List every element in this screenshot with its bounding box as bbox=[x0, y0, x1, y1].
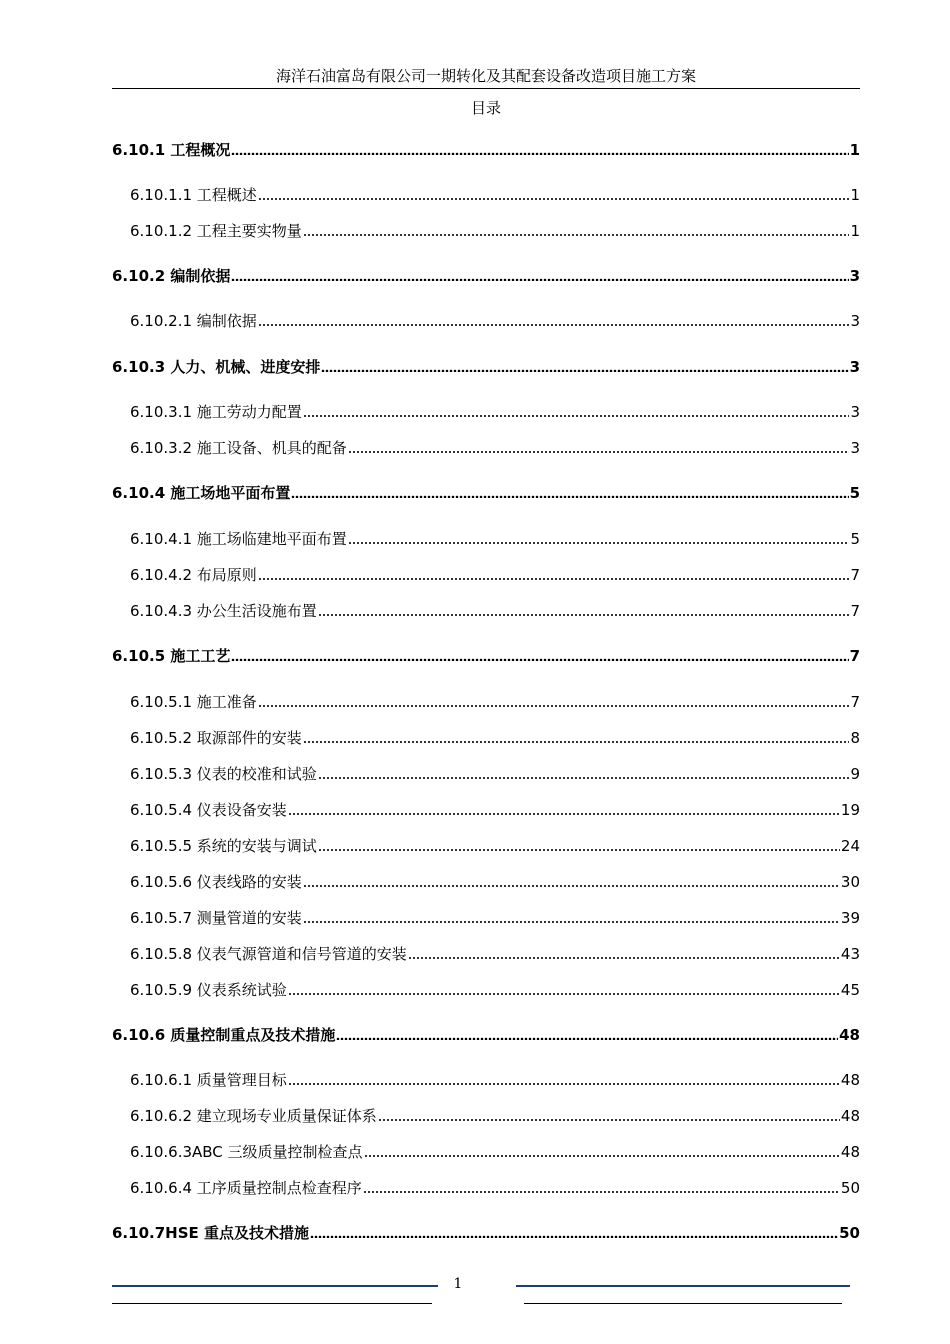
toc-entry-section[interactable] bbox=[112, 482, 860, 504]
toc-dot-leader bbox=[303, 729, 850, 743]
toc-dot-leader bbox=[258, 693, 850, 707]
toc-entry-label: 6.10.5.3 仪表的校准和试验 bbox=[130, 765, 317, 783]
toc-entry-label: 6.10.3.2 施工设备、机具的配备 bbox=[130, 439, 347, 457]
toc-entry-subsection[interactable] bbox=[112, 310, 860, 332]
toc-dot-leader bbox=[378, 1107, 840, 1121]
toc-entry-label: 6.10.2.1 编制依据 bbox=[130, 312, 257, 330]
toc-dot-leader bbox=[363, 1179, 840, 1193]
toc-entry-label: 6.10.5.6 仪表线路的安装 bbox=[130, 873, 302, 891]
toc-entry-subsection[interactable] bbox=[112, 528, 860, 550]
toc-entry-page-number: 9 bbox=[850, 765, 860, 783]
toc-entry-subsection[interactable] bbox=[112, 184, 860, 206]
toc-entry-label: 6.10.5 施工工艺 bbox=[112, 647, 231, 665]
toc-entry-subsection[interactable] bbox=[112, 564, 860, 586]
toc-entry-label: 6.10.3.1 施工劳动力配置 bbox=[130, 403, 302, 421]
toc-entry-label: 6.10.4.3 办公生活设施布置 bbox=[130, 602, 317, 620]
toc-entry-section[interactable] bbox=[112, 139, 860, 161]
toc-dot-leader bbox=[321, 358, 848, 372]
toc-dot-leader bbox=[288, 1071, 840, 1085]
toc-entry-page-number: 8 bbox=[850, 729, 860, 747]
toc-entry-page-number: 45 bbox=[840, 981, 860, 999]
toc-entry-label: 6.10.6.2 建立现场专业质量保证体系 bbox=[130, 1107, 377, 1125]
toc-entry-page-number: 1 bbox=[849, 141, 860, 159]
toc-entry-page-number: 7 bbox=[849, 647, 860, 665]
toc-entry-subsection[interactable] bbox=[112, 799, 860, 821]
footer-rule-right-bottom bbox=[524, 1303, 842, 1304]
toc-entry-page-number: 5 bbox=[849, 484, 860, 502]
toc-entry-label: 6.10.1.2 工程主要实物量 bbox=[130, 222, 302, 240]
toc-entry-page-number: 3 bbox=[850, 403, 860, 421]
toc-dot-leader bbox=[336, 1026, 838, 1040]
toc-entry-label: 6.10.5.2 取源部件的安装 bbox=[130, 729, 302, 747]
toc-entry-subsection[interactable] bbox=[112, 401, 860, 423]
toc-dot-leader bbox=[288, 801, 840, 815]
toc-entry-page-number: 7 bbox=[850, 693, 860, 711]
toc-entry-label: 6.10.5.7 测量管道的安装 bbox=[130, 909, 302, 927]
toc-entry-page-number: 24 bbox=[840, 837, 860, 855]
toc-dot-leader bbox=[310, 1224, 838, 1238]
toc-entry-label: 6.10.5.1 施工准备 bbox=[130, 693, 257, 711]
toc-entry-page-number: 3 bbox=[849, 267, 860, 285]
toc-entry-page-number: 1 bbox=[850, 222, 860, 240]
footer-rule-right-top bbox=[516, 1285, 850, 1287]
toc-entry-page-number: 7 bbox=[850, 566, 860, 584]
toc-entry-label: 6.10.6.3ABC 三级质量控制检查点 bbox=[130, 1143, 363, 1161]
toc-entry-section[interactable] bbox=[112, 1024, 860, 1046]
toc-entry-section[interactable] bbox=[112, 1222, 860, 1244]
toc-dot-leader bbox=[258, 566, 850, 580]
toc-entry-page-number: 43 bbox=[840, 945, 860, 963]
toc-entry-subsection[interactable] bbox=[112, 835, 860, 857]
toc-entry-subsection[interactable] bbox=[112, 1141, 860, 1163]
toc-entry-page-number: 30 bbox=[840, 873, 860, 891]
toc-dot-leader bbox=[291, 484, 848, 498]
toc-entry-subsection[interactable] bbox=[112, 943, 860, 965]
toc-entry-label: 6.10.4.1 施工场临建地平面布置 bbox=[130, 530, 347, 548]
toc-entry-subsection[interactable] bbox=[112, 979, 860, 1001]
toc-dot-leader bbox=[288, 981, 840, 995]
document-header-title: 海洋石油富岛有限公司一期转化及其配套设备改造项目施工方案 bbox=[275, 67, 696, 85]
header-divider bbox=[112, 88, 860, 89]
toc-dot-leader bbox=[408, 945, 840, 959]
toc-entry-page-number: 19 bbox=[840, 801, 860, 819]
toc-entry-page-number: 1 bbox=[850, 186, 860, 204]
toc-dot-leader bbox=[303, 222, 850, 236]
toc-entry-label: 6.10.3 人力、机械、进度安排 bbox=[112, 358, 321, 376]
toc-entry-page-number: 50 bbox=[839, 1224, 860, 1242]
toc-entry-page-number: 5 bbox=[850, 530, 860, 548]
toc-dot-leader bbox=[258, 312, 850, 326]
toc-entry-page-number: 48 bbox=[840, 1107, 860, 1125]
toc-entry-section[interactable] bbox=[112, 645, 860, 667]
toc-entry-page-number: 3 bbox=[849, 358, 860, 376]
toc-entry-subsection[interactable] bbox=[112, 907, 860, 929]
toc-dot-leader bbox=[348, 530, 850, 544]
toc-entry-label: 6.10.6.1 质量管理目标 bbox=[130, 1071, 287, 1089]
toc-dot-leader bbox=[231, 647, 848, 661]
toc-entry-subsection[interactable] bbox=[112, 1069, 860, 1091]
toc-entry-subsection[interactable] bbox=[112, 1177, 860, 1199]
toc-entry-page-number: 48 bbox=[840, 1071, 860, 1089]
footer-page-number: 1 bbox=[453, 1276, 463, 1292]
toc-entry-subsection[interactable] bbox=[112, 763, 860, 785]
toc-entry-page-number: 39 bbox=[840, 909, 860, 927]
toc-entry-label: 6.10.5.4 仪表设备安装 bbox=[130, 801, 287, 819]
toc-entry-subsection[interactable] bbox=[112, 220, 860, 242]
toc-entry-label: 6.10.1.1 工程概述 bbox=[130, 186, 257, 204]
toc-entry-page-number: 3 bbox=[850, 439, 860, 457]
toc-entry-subsection[interactable] bbox=[112, 600, 860, 622]
toc-entry-section[interactable] bbox=[112, 356, 860, 378]
toc-dot-leader bbox=[318, 602, 850, 616]
toc-dot-leader bbox=[303, 403, 850, 417]
toc-dot-leader bbox=[231, 141, 848, 155]
toc-dot-leader bbox=[303, 873, 840, 887]
toc-entry-subsection[interactable] bbox=[112, 691, 860, 713]
toc-entry-page-number: 50 bbox=[840, 1179, 860, 1197]
toc-entry-label: 6.10.4.2 布局原则 bbox=[130, 566, 257, 584]
toc-entry-page-number: 7 bbox=[850, 602, 860, 620]
toc-entry-label: 6.10.5.5 系统的安装与调试 bbox=[130, 837, 317, 855]
toc-entry-label: 6.10.6.4 工序质量控制点检查程序 bbox=[130, 1179, 362, 1197]
toc-entry-label: 6.10.6 质量控制重点及技术措施 bbox=[112, 1026, 336, 1044]
toc-dot-leader bbox=[318, 837, 840, 851]
toc-entry-page-number: 48 bbox=[840, 1143, 860, 1161]
toc-dot-leader bbox=[318, 765, 850, 779]
toc-dot-leader bbox=[303, 909, 840, 923]
toc-entry-label: 6.10.1 工程概况 bbox=[112, 141, 231, 159]
toc-heading: 目录 bbox=[470, 99, 501, 117]
toc-entry-label: 6.10.5.8 仪表气源管道和信号管道的安装 bbox=[130, 945, 407, 963]
toc-entry-subsection[interactable] bbox=[112, 871, 860, 893]
toc-dot-leader bbox=[364, 1143, 840, 1157]
toc-entry-subsection[interactable] bbox=[112, 1105, 860, 1127]
toc-dot-leader bbox=[231, 267, 848, 281]
footer-rule-left-bottom bbox=[112, 1303, 432, 1304]
toc-entry-label: 6.10.7HSE 重点及技术措施 bbox=[112, 1224, 309, 1242]
footer-rule-left-top bbox=[112, 1285, 438, 1287]
toc-dot-leader bbox=[258, 186, 850, 200]
toc-entry-subsection[interactable] bbox=[112, 437, 860, 459]
toc-entry-subsection[interactable] bbox=[112, 727, 860, 749]
toc-entry-label: 6.10.5.9 仪表系统试验 bbox=[130, 981, 287, 999]
toc-entry-page-number: 3 bbox=[850, 312, 860, 330]
toc-dot-leader bbox=[348, 439, 850, 453]
toc-entry-section[interactable] bbox=[112, 265, 860, 287]
toc-entry-label: 6.10.2 编制依据 bbox=[112, 267, 231, 285]
toc-entry-page-number: 48 bbox=[839, 1026, 860, 1044]
toc-entry-label: 6.10.4 施工场地平面布置 bbox=[112, 484, 291, 502]
